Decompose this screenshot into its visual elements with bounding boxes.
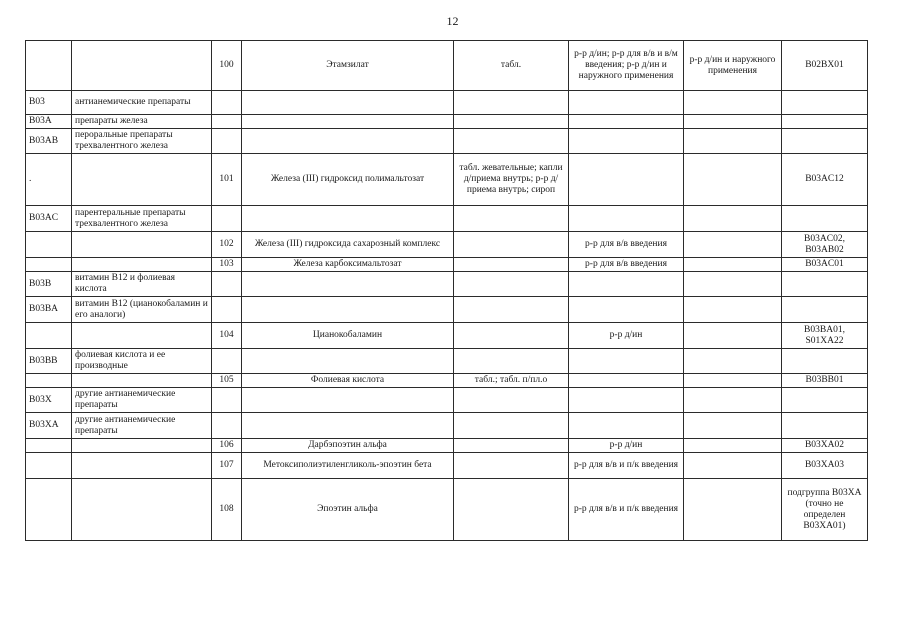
table-row	[26, 206, 868, 232]
administration-route: р-р д/ин; р-р для в/в и в/м введения; р-р д/ин и наружного применения	[569, 41, 684, 91]
atc-code: B03BB01	[782, 374, 868, 388]
dosage-form: табл.	[454, 41, 569, 91]
drug-name: Железа (III) гидроксид полимальтозат	[242, 154, 454, 206]
table-body	[26, 41, 868, 541]
administration-route: р-р для в/в и п/к введения	[569, 479, 684, 541]
table-row	[26, 232, 868, 258]
group-name: витамин B12 и фолиевая кислота	[72, 272, 212, 297]
administration-route-extra	[684, 453, 782, 479]
group-name	[72, 154, 212, 206]
drug-name: Железа (III) гидроксида сахарозный комплекс	[242, 232, 454, 258]
drug-name: Железа карбоксимальтозат	[242, 258, 454, 272]
row-number: 106	[212, 439, 242, 453]
administration-route: р-р для в/в введения	[569, 258, 684, 272]
dosage-form	[454, 115, 569, 129]
row-number	[212, 413, 242, 439]
atc-code: B03BA01, S01XA22	[782, 323, 868, 349]
administration-route-extra	[684, 232, 782, 258]
table-row	[26, 272, 868, 297]
group-name: другие антианемические препараты	[72, 388, 212, 413]
row-number: 104	[212, 323, 242, 349]
administration-route-extra	[684, 374, 782, 388]
drug-name	[242, 388, 454, 413]
atc-group-code: B03B	[26, 272, 72, 297]
group-name	[72, 41, 212, 91]
administration-route: р-р д/ин	[569, 323, 684, 349]
atc-group-code: B03X	[26, 388, 72, 413]
group-name: препараты железа	[72, 115, 212, 129]
atc-group-code: B03BB	[26, 349, 72, 374]
drug-name	[242, 272, 454, 297]
row-number: 105	[212, 374, 242, 388]
atc-code: B03AC12	[782, 154, 868, 206]
row-number: 100	[212, 41, 242, 91]
drug-name	[242, 129, 454, 154]
atc-group-code	[26, 323, 72, 349]
group-name	[72, 453, 212, 479]
table-row	[26, 115, 868, 129]
table-row	[26, 479, 868, 541]
administration-route	[569, 388, 684, 413]
atc-group-code: .	[26, 154, 72, 206]
row-number: 101	[212, 154, 242, 206]
administration-route-extra: р-р д/ин и наружного применения	[684, 41, 782, 91]
atc-code	[782, 272, 868, 297]
dosage-form	[454, 439, 569, 453]
administration-route-extra	[684, 206, 782, 232]
group-name	[72, 232, 212, 258]
dosage-form	[454, 272, 569, 297]
drug-name	[242, 297, 454, 323]
administration-route	[569, 413, 684, 439]
atc-group-code: B03A	[26, 115, 72, 129]
group-name	[72, 323, 212, 349]
drug-name: Этамзилат	[242, 41, 454, 91]
administration-route-extra	[684, 479, 782, 541]
drug-name: Метоксиполиэтиленгликоль-эпоэтин бета	[242, 453, 454, 479]
dosage-form	[454, 349, 569, 374]
administration-route: р-р для в/в введения	[569, 232, 684, 258]
row-number	[212, 272, 242, 297]
group-name: пероральные препараты трехвалентного железа	[72, 129, 212, 154]
row-number	[212, 206, 242, 232]
administration-route	[569, 374, 684, 388]
administration-route-extra	[684, 439, 782, 453]
administration-route-extra	[684, 413, 782, 439]
administration-route-extra	[684, 323, 782, 349]
drug-name	[242, 349, 454, 374]
table-row	[26, 453, 868, 479]
drug-name	[242, 413, 454, 439]
drug-name	[242, 91, 454, 115]
table-row	[26, 41, 868, 91]
table-row	[26, 439, 868, 453]
atc-group-code	[26, 41, 72, 91]
row-number	[212, 129, 242, 154]
atc-code: B03XA02	[782, 439, 868, 453]
administration-route	[569, 91, 684, 115]
administration-route-extra	[684, 91, 782, 115]
dosage-form	[454, 453, 569, 479]
atc-code	[782, 388, 868, 413]
table-row	[26, 129, 868, 154]
group-name: витамин B12 (цианокобаламин и его аналоги)	[72, 297, 212, 323]
dosage-form	[454, 297, 569, 323]
administration-route-extra	[684, 154, 782, 206]
drug-name: Фолиевая кислота	[242, 374, 454, 388]
administration-route-extra	[684, 272, 782, 297]
row-number	[212, 297, 242, 323]
atc-code	[782, 413, 868, 439]
dosage-form	[454, 323, 569, 349]
table-row	[26, 154, 868, 206]
group-name: другие антианемические препараты	[72, 413, 212, 439]
atc-code	[782, 297, 868, 323]
administration-route: р-р для в/в и п/к введения	[569, 453, 684, 479]
row-number: 103	[212, 258, 242, 272]
administration-route	[569, 154, 684, 206]
atc-code: B03XA03	[782, 453, 868, 479]
table-row	[26, 349, 868, 374]
atc-group-code: B03	[26, 91, 72, 115]
group-name	[72, 258, 212, 272]
atc-code	[782, 206, 868, 232]
group-name: фолиевая кислота и ее производные	[72, 349, 212, 374]
row-number: 107	[212, 453, 242, 479]
table-row	[26, 91, 868, 115]
dosage-form: табл. жевательные; капли д/приема внутрь; р-р д/приема внутрь; сироп	[454, 154, 569, 206]
administration-route-extra	[684, 129, 782, 154]
dosage-form	[454, 129, 569, 154]
group-name	[72, 479, 212, 541]
administration-route	[569, 297, 684, 323]
drug-name	[242, 115, 454, 129]
dosage-form	[454, 413, 569, 439]
dosage-form	[454, 206, 569, 232]
atc-code	[782, 91, 868, 115]
atc-group-code: B03BA	[26, 297, 72, 323]
atc-group-code	[26, 479, 72, 541]
drug-table	[25, 40, 868, 541]
administration-route	[569, 349, 684, 374]
atc-code	[782, 349, 868, 374]
administration-route	[569, 129, 684, 154]
group-name: антианемические препараты	[72, 91, 212, 115]
row-number	[212, 91, 242, 115]
drug-name: Дарбэпоэтин альфа	[242, 439, 454, 453]
administration-route-extra	[684, 258, 782, 272]
dosage-form	[454, 388, 569, 413]
dosage-form: табл.; табл. п/пл.о	[454, 374, 569, 388]
dosage-form	[454, 232, 569, 258]
atc-group-code: B03XA	[26, 413, 72, 439]
page-number: 12	[446, 14, 459, 28]
atc-group-code	[26, 374, 72, 388]
atc-code: B03AC01	[782, 258, 868, 272]
administration-route	[569, 115, 684, 129]
group-name: парентеральные препараты трехвалентного железа	[72, 206, 212, 232]
atc-group-code	[26, 258, 72, 272]
administration-route-extra	[684, 349, 782, 374]
row-number	[212, 388, 242, 413]
table-row	[26, 258, 868, 272]
group-name	[72, 374, 212, 388]
table-row	[26, 388, 868, 413]
group-name	[72, 439, 212, 453]
atc-code: подгруппа B03XA (точно не определен B03XA01)	[782, 479, 868, 541]
dosage-form	[454, 258, 569, 272]
atc-code: B03AC02, B03AB02	[782, 232, 868, 258]
table-row	[26, 323, 868, 349]
administration-route	[569, 272, 684, 297]
atc-group-code	[26, 453, 72, 479]
row-number	[212, 349, 242, 374]
drug-name: Эпоэтин альфа	[242, 479, 454, 541]
row-number	[212, 115, 242, 129]
atc-code	[782, 115, 868, 129]
atc-group-code	[26, 439, 72, 453]
row-number: 102	[212, 232, 242, 258]
atc-group-code: B03AB	[26, 129, 72, 154]
table-row	[26, 374, 868, 388]
atc-code	[782, 129, 868, 154]
administration-route	[569, 206, 684, 232]
dosage-form	[454, 91, 569, 115]
drug-name: Цианокобаламин	[242, 323, 454, 349]
table-row	[26, 413, 868, 439]
atc-group-code	[26, 232, 72, 258]
atc-code: B02BX01	[782, 41, 868, 91]
atc-group-code: B03AC	[26, 206, 72, 232]
administration-route-extra	[684, 115, 782, 129]
table-row	[26, 297, 868, 323]
dosage-form	[454, 479, 569, 541]
drug-name	[242, 206, 454, 232]
administration-route-extra	[684, 388, 782, 413]
administration-route-extra	[684, 297, 782, 323]
row-number: 108	[212, 479, 242, 541]
administration-route: р-р д/ин	[569, 439, 684, 453]
